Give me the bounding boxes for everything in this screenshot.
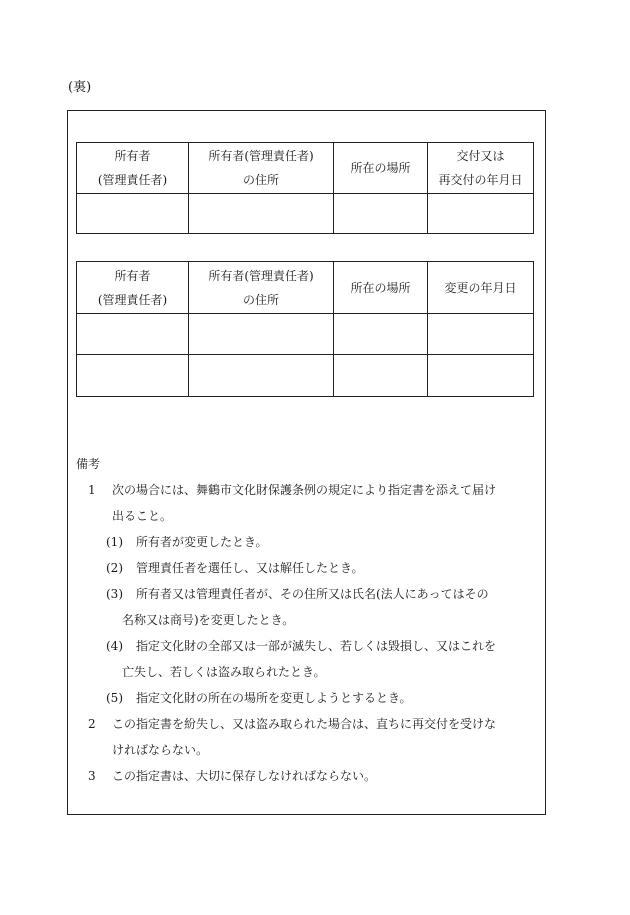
change-table <box>76 261 534 397</box>
remarks-section <box>76 451 541 789</box>
issuance-table-header-row <box>77 143 534 194</box>
header-change-date: 変更の年月日 <box>428 262 534 314</box>
remarks-subitem <box>76 581 541 633</box>
table-cell[interactable] <box>77 314 189 355</box>
header-location: 所在の場所 <box>334 143 428 194</box>
table-row <box>77 194 534 234</box>
table-cell[interactable] <box>189 314 334 355</box>
item-text: この指定書を紛失し、又は盗み取られた場合は、直ちに再交付を受けな <box>112 717 497 731</box>
subitem-text: 指定文化財の所在の場所を変更しようとするとき。 <box>136 691 412 705</box>
table-cell[interactable] <box>334 314 428 355</box>
change-table-header-row <box>77 262 534 314</box>
header-owner: 所有者 (管理責任者) <box>77 143 189 194</box>
issuance-table <box>76 142 534 234</box>
header-location: 所在の場所 <box>334 262 428 314</box>
subitem-number: (2) <box>106 561 123 575</box>
subitem-text: 亡失し、若しくは盗み取られたとき。 <box>122 665 326 679</box>
header-owner-address: 所有者(管理責任者) の住所 <box>189 262 334 314</box>
table-cell[interactable] <box>428 314 534 355</box>
item-text: ければならない。 <box>112 743 209 757</box>
subitem-number: (4) <box>106 639 123 653</box>
subitem-text: 指定文化財の全部又は一部が滅失し、若しくは毀損し、又はこれを <box>136 639 497 653</box>
item-text: 出ること。 <box>112 509 173 523</box>
table-cell[interactable] <box>334 194 428 234</box>
remarks-subitem <box>76 685 541 711</box>
subitem-text: 所有者が変更したとき。 <box>136 535 268 549</box>
certificate-back-frame <box>67 110 546 815</box>
remarks-item <box>76 763 541 789</box>
table-cell[interactable] <box>77 194 189 234</box>
item-text: この指定書は、大切に保存しなければならない。 <box>112 769 377 783</box>
item-number: 1 <box>88 483 96 497</box>
table-cell[interactable] <box>428 194 534 234</box>
table-cell[interactable] <box>334 355 428 397</box>
header-owner: 所有者 (管理責任者) <box>77 262 189 314</box>
table-cell[interactable] <box>189 355 334 397</box>
subitem-number: (3) <box>106 587 123 601</box>
remarks-heading: 備考 <box>76 457 101 471</box>
subitem-text: 名称又は商号)を変更したとき。 <box>122 613 295 627</box>
subitem-number: (5) <box>106 691 123 705</box>
item-number: 2 <box>88 717 96 731</box>
table-cell[interactable] <box>428 355 534 397</box>
item-text: 次の場合には、舞鶴市文化財保護条例の規定により指定書を添えて届け <box>112 483 497 497</box>
remarks-subitem <box>76 529 541 555</box>
remarks-item <box>76 477 541 529</box>
header-owner-address: 所有者(管理責任者) の住所 <box>189 143 334 194</box>
table-cell[interactable] <box>189 194 334 234</box>
table-row <box>77 355 534 397</box>
table-cell[interactable] <box>77 355 189 397</box>
subitem-text: 管理責任者を選任し、又は解任したとき。 <box>136 561 364 575</box>
remarks-item <box>76 711 541 763</box>
item-number: 3 <box>88 769 96 783</box>
subitem-text: 所有者又は管理責任者が、その住所又は氏名(法人にあってはその <box>136 587 489 601</box>
page-side-label: (裏) <box>68 80 92 95</box>
table-row <box>77 314 534 355</box>
remarks-subitem <box>76 633 541 685</box>
subitem-number: (1) <box>106 535 123 549</box>
header-issue-date: 交付又は 再交付の年月日 <box>428 143 534 194</box>
remarks-subitem <box>76 555 541 581</box>
